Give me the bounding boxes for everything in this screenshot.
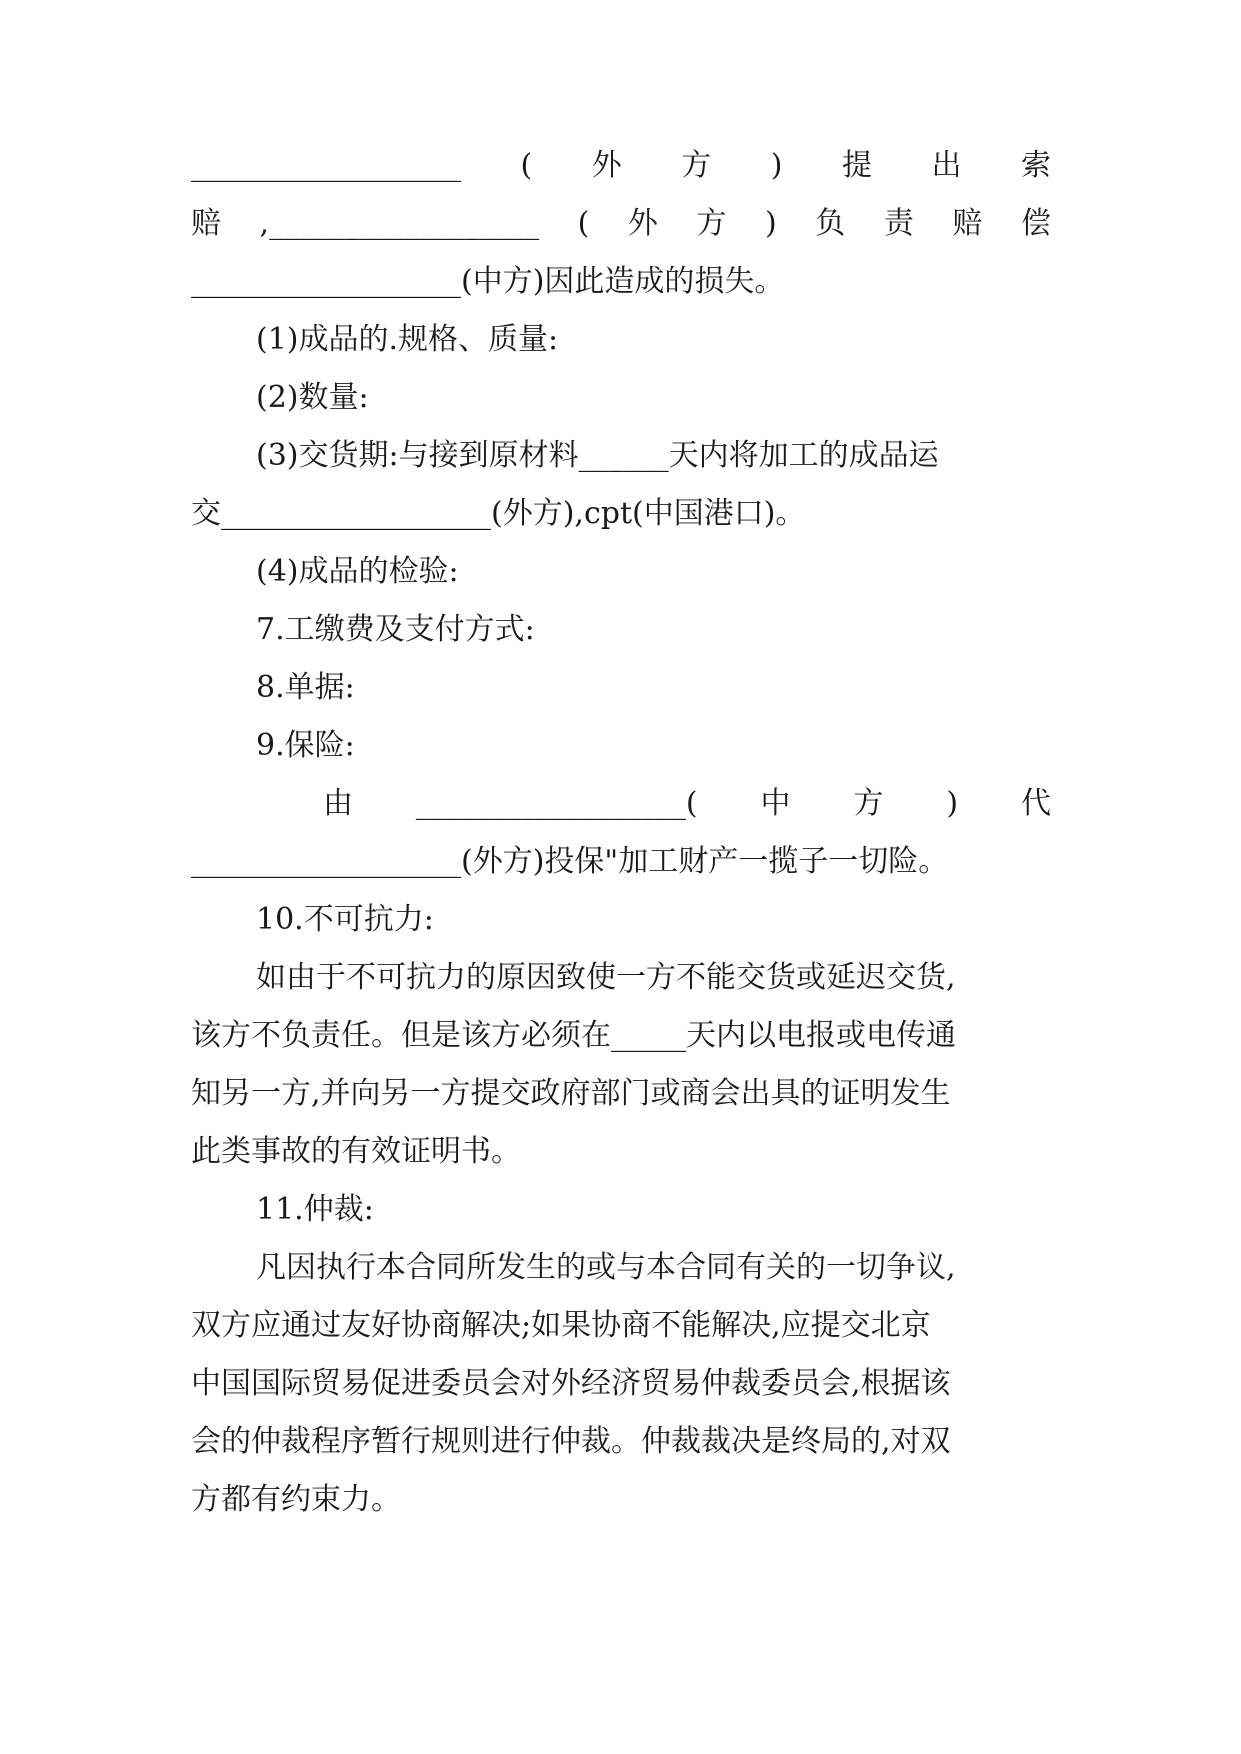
section-10-heading: 10.不可抗力:: [256, 902, 434, 937]
text-fragment: 方: [696, 206, 727, 241]
blank-field: ,__________________: [259, 206, 540, 241]
text-fragment: ): [770, 148, 783, 183]
force-majeure-line-3: 知另一方,并向另一方提交政府部门或商会出具的证明发生: [191, 1076, 951, 1111]
text-fragment: 外: [627, 206, 658, 241]
item-delivery-line-1: [256, 436, 1051, 476]
section-7-heading: 7.工缴费及支付方式:: [256, 612, 535, 647]
arbitration-line-2: 双方应通过友好协商解决;如果协商不能解决,应提交北京: [191, 1308, 931, 1343]
text-fragment: 代: [1020, 786, 1051, 821]
text-fragment: (: [577, 206, 590, 241]
item-inspection: (4)成品的检验:: [256, 554, 459, 589]
blank-field: __________________: [191, 148, 461, 183]
arbitration-line-1: 凡因执行本合同所发生的或与本合同有关的一切争议,: [256, 1250, 956, 1285]
clause-claim-line-2: [191, 204, 1051, 244]
insurance-line-1: [323, 784, 1051, 824]
text-fragment: 由: [323, 786, 353, 821]
force-majeure-line-2: 该方不负责任。但是该方必须在_____天内以电报或电传通: [191, 1018, 956, 1053]
text-fragment: 方: [681, 148, 712, 183]
item-quantity: (2)数量:: [256, 380, 369, 415]
text-fragment: ): [765, 206, 777, 241]
text-fragment: 提: [841, 148, 872, 183]
blank-field: __________________(: [415, 786, 698, 821]
force-majeure-line-4: 此类事故的有效证明书。: [191, 1134, 521, 1169]
clause-claim-line-1: [191, 146, 1051, 186]
text-fragment: 索: [1020, 148, 1051, 183]
item-spec-quality: (1)成品的.规格、质量:: [256, 322, 559, 357]
text-fragment: 中: [760, 786, 791, 821]
text-fragment: 赔: [191, 206, 221, 241]
text-fragment: 赔: [952, 206, 983, 241]
clause-claim-line-3: __________________(中方)因此造成的损失。: [191, 264, 785, 299]
force-majeure-line-1: 如由于不可抗力的原因致使一方不能交货或延迟交货,: [256, 960, 956, 995]
arbitration-line-4: 会的仲裁程序暂行规则进行仲裁。仲裁裁决是终局的,对双: [191, 1424, 951, 1459]
text-fragment: 方: [853, 786, 884, 821]
text-fragment: ): [946, 786, 959, 821]
text-fragment: 负: [815, 206, 846, 241]
section-11-heading: 11.仲裁:: [256, 1192, 374, 1227]
section-8-heading: 8.单据:: [256, 670, 355, 705]
arbitration-line-3: 中国国际贸易促进委员会对外经济贸易仲裁委员会,根据该: [191, 1366, 951, 1401]
insurance-line-2: __________________(外方)投保"加工财产一揽子一切险。: [191, 844, 949, 879]
text-fragment: 责: [883, 206, 914, 241]
text-fragment: 外: [591, 148, 622, 183]
text-fragment: 出: [931, 148, 962, 183]
item-delivery-line-2: 交__________________(外方),cpt(中国港口)。: [191, 496, 806, 531]
arbitration-line-5: 方都有约束力。: [191, 1482, 401, 1517]
text-fragment: 偿: [1020, 206, 1051, 241]
section-9-heading: 9.保险:: [256, 728, 355, 763]
text-fragment: (: [520, 148, 533, 183]
text-fragment: (3)交货期:与接到原材料______天内将加工的成品运: [256, 438, 939, 473]
